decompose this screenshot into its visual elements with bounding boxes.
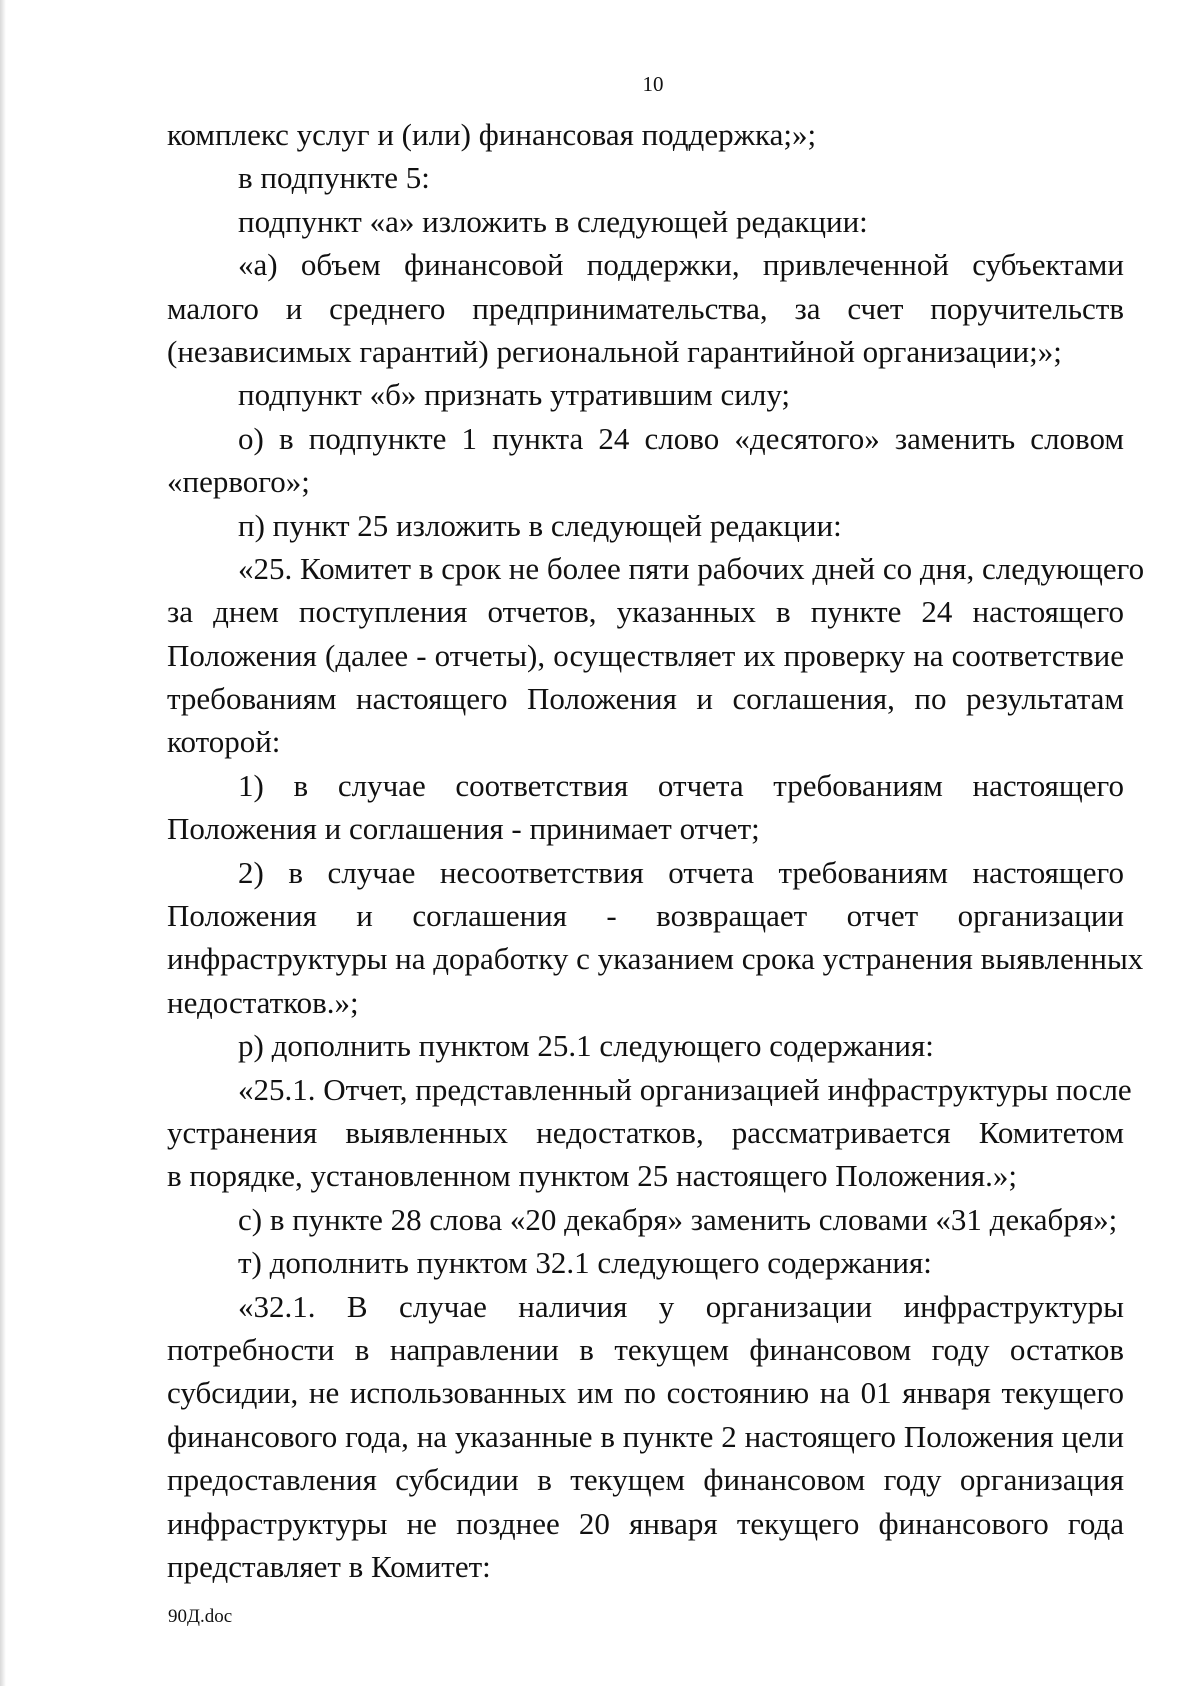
text-line: которой: xyxy=(167,724,281,760)
scan-edge xyxy=(0,0,6,1686)
text-line: с) в пункте 28 слова «20 декабря» заменить словами «31 декабря»; xyxy=(238,1201,1118,1237)
text-line: о) в подпункте 1 пункта 24 слово «десятого» заменить словом xyxy=(238,420,1124,456)
text-line: устранения выявленных недостатков, рассматривается Комитетом xyxy=(167,1114,1124,1150)
text-line: финансового года, на указанные в пункте 2 настоящего Положения цели xyxy=(167,1418,1124,1454)
text-line: Положения (далее - отчеты), осуществляет их проверку на соответствие xyxy=(167,637,1124,673)
text-line: «32.1. В случае наличия у организации инфраструктуры xyxy=(238,1288,1124,1324)
text-line: инфраструктуры не позднее 20 января текущего финансового года xyxy=(167,1505,1124,1541)
text-line: за днем поступления отчетов, указанных в пункте 24 настоящего xyxy=(167,594,1124,630)
text-line: представляет в Комитет: xyxy=(167,1548,491,1584)
text-line: малого и среднего предпринимательства, за счет поручительств xyxy=(167,290,1124,326)
text-line: «25. Комитет в срок не более пяти рабочих дней со дня, следующего xyxy=(238,550,1145,586)
document-body xyxy=(167,113,1145,1588)
text-line: р) дополнить пунктом 25.1 следующего содержания: xyxy=(238,1028,934,1064)
text-line: п) пункт 25 изложить в следующей редакции: xyxy=(238,507,842,543)
text-line: т) дополнить пунктом 32.1 следующего содержания: xyxy=(238,1245,932,1281)
text-line: недостатков.»; xyxy=(167,984,359,1020)
text-line: (независимых гарантий) региональной гарантийной организации;»; xyxy=(167,333,1062,369)
text-line: инфраструктуры на доработку с указанием срока устранения выявленных xyxy=(167,941,1144,977)
text-line: субсидии, не использованных им по состоянию на 01 января текущего xyxy=(167,1375,1124,1411)
text-line: Положения и соглашения - возвращает отчет организации xyxy=(167,898,1124,934)
text-line: «а) объем финансовой поддержки, привлеченной субъектами xyxy=(238,247,1124,283)
text-line: 2) в случае несоответствия отчета требованиям настоящего xyxy=(238,854,1124,890)
text-line: подпункт «б» признать утратившим силу; xyxy=(238,377,791,413)
text-line: Положения и соглашения - принимает отчет; xyxy=(167,811,760,847)
footer-filename: 90Д.doc xyxy=(168,1606,233,1627)
text-line: в порядке, установленном пунктом 25 настоящего Положения.»; xyxy=(167,1158,1017,1194)
text-line: «25.1. Отчет, представленный организацией инфраструктуры после xyxy=(238,1071,1132,1107)
text-line: 1) в случае соответствия отчета требованиям настоящего xyxy=(238,767,1124,803)
text-line: в подпункте 5: xyxy=(238,160,430,196)
text-line: комплекс услуг и (или) финансовая поддержка;»; xyxy=(167,117,817,152)
text-line: требованиям настоящего Положения и соглашения, по результатам xyxy=(167,681,1124,717)
page-number: 10 xyxy=(642,72,664,96)
text-line: «первого»; xyxy=(167,464,310,500)
text-line: потребности в направлении в текущем финансовом году остатков xyxy=(167,1331,1124,1367)
text-line: предоставления субсидии в текущем финансовом году организация xyxy=(167,1462,1124,1498)
text-line: подпункт «а» изложить в следующей редакции: xyxy=(238,203,868,239)
